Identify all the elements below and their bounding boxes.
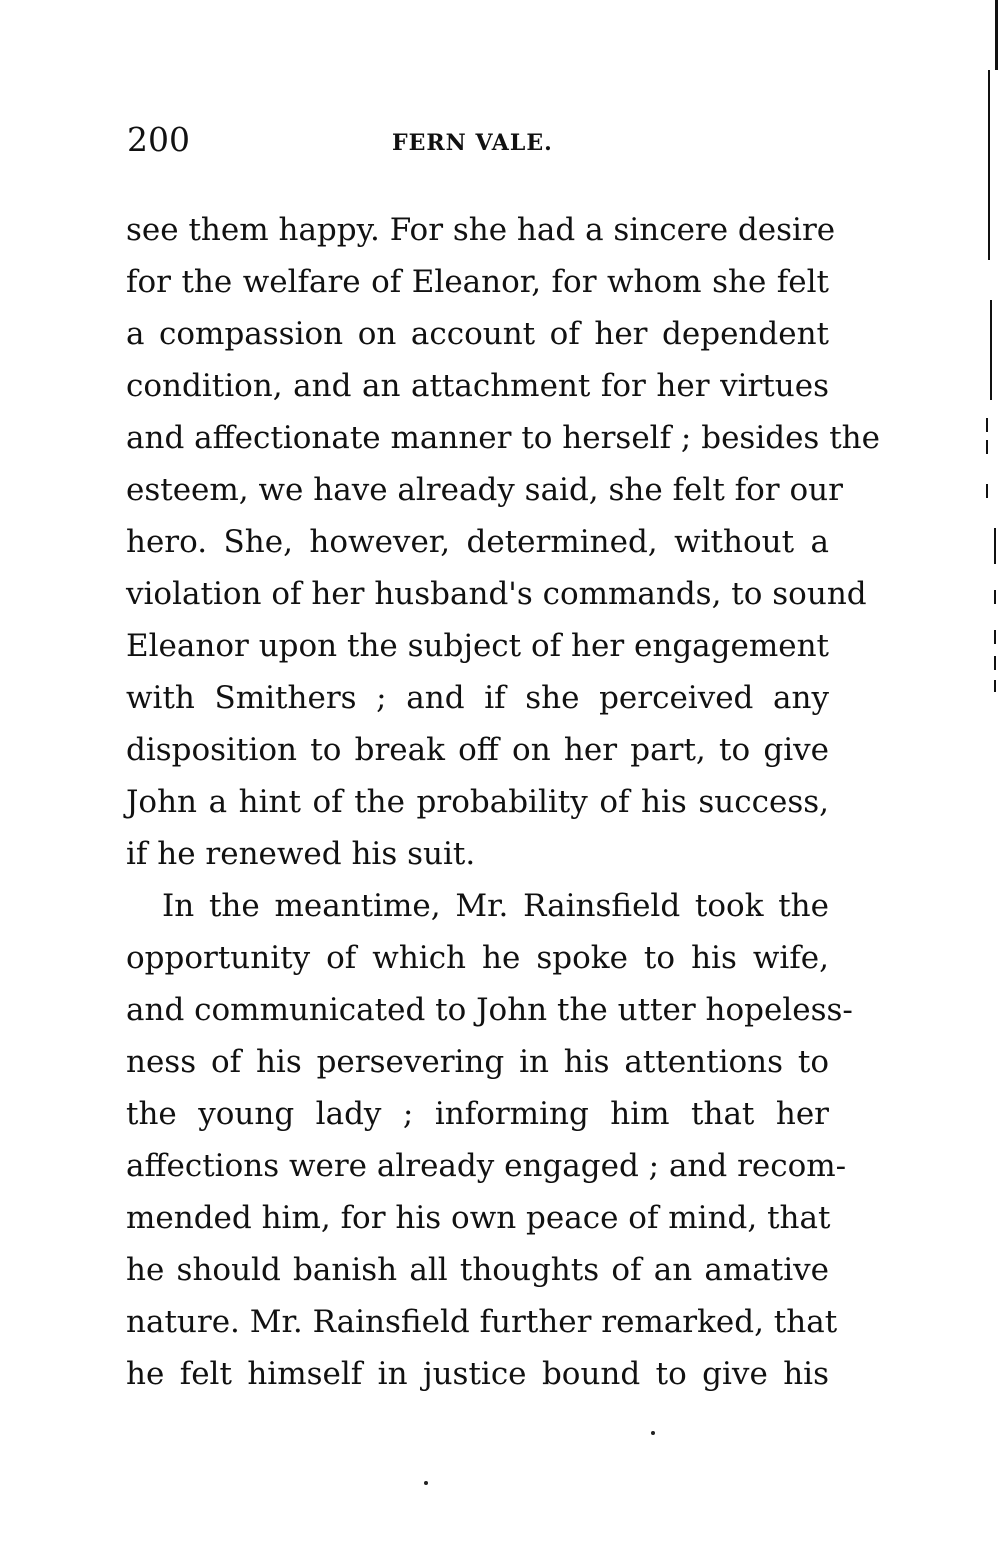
scan-edge-mark [986, 484, 988, 498]
text-line: and communicated to John the utter hopeless- [126, 992, 853, 1028]
text-line: affections were already engaged ; and recom- [126, 1148, 847, 1184]
text-line: hero. She, however, determined, without a [126, 524, 829, 560]
scan-edge-mark [994, 656, 996, 670]
text-line: he felt himself in justice bound to give his [126, 1356, 829, 1392]
scan-edge-mark [986, 440, 988, 454]
scan-speck [651, 1431, 655, 1435]
text-line: with Smithers ; and if she perceived any [126, 680, 829, 716]
scan-edge-mark [994, 630, 996, 644]
scan-edge-mark [988, 70, 990, 260]
text-line: violation of her husband's commands, to sound [126, 576, 867, 612]
text-line: condition, and an attachment for her virtues [126, 368, 829, 404]
scan-speck [424, 1481, 428, 1485]
text-line: Eleanor upon the subject of her engagement [126, 628, 829, 664]
text-line: disposition to break off on her part, to give [126, 732, 829, 768]
text-line: John a hint of the probability of his success, [126, 784, 829, 820]
running-title: FERN VALE. [392, 130, 553, 156]
scan-edge-mark [990, 300, 992, 400]
text-line: if he renewed his suit. [126, 836, 476, 872]
scan-edge-mark [994, 528, 996, 564]
text-line: In the meantime, Mr. Rainsfield took the [162, 888, 829, 924]
text-line: esteem, we have already said, she felt for our [126, 472, 843, 508]
text-line: and affectionate manner to herself ; besides the [126, 420, 880, 456]
scan-edge-mark [995, 0, 998, 70]
paragraph [126, 880, 853, 1400]
paragraph [126, 204, 880, 880]
text-line: opportunity of which he spoke to his wife, [126, 940, 829, 976]
text-line: see them happy. For she had a sincere desire [126, 212, 836, 248]
text-line: mended him, for his own peace of mind, that [126, 1200, 831, 1236]
text-line: ness of his persevering in his attentions to [126, 1044, 829, 1080]
text-line: for the welfare of Eleanor, for whom she felt [126, 264, 829, 300]
page-number: 200 [127, 120, 190, 159]
text-line: the young lady ; informing him that her [126, 1096, 829, 1132]
text-line: a compassion on account of her dependent [126, 316, 829, 352]
scan-edge-mark [994, 680, 996, 692]
scan-edge-mark [986, 418, 988, 432]
body-text [126, 204, 880, 1400]
scan-edge-mark [994, 590, 996, 604]
text-line: he should banish all thoughts of an amative [126, 1252, 829, 1288]
text-line: nature. Mr. Rainsfield further remarked, that [126, 1304, 838, 1340]
